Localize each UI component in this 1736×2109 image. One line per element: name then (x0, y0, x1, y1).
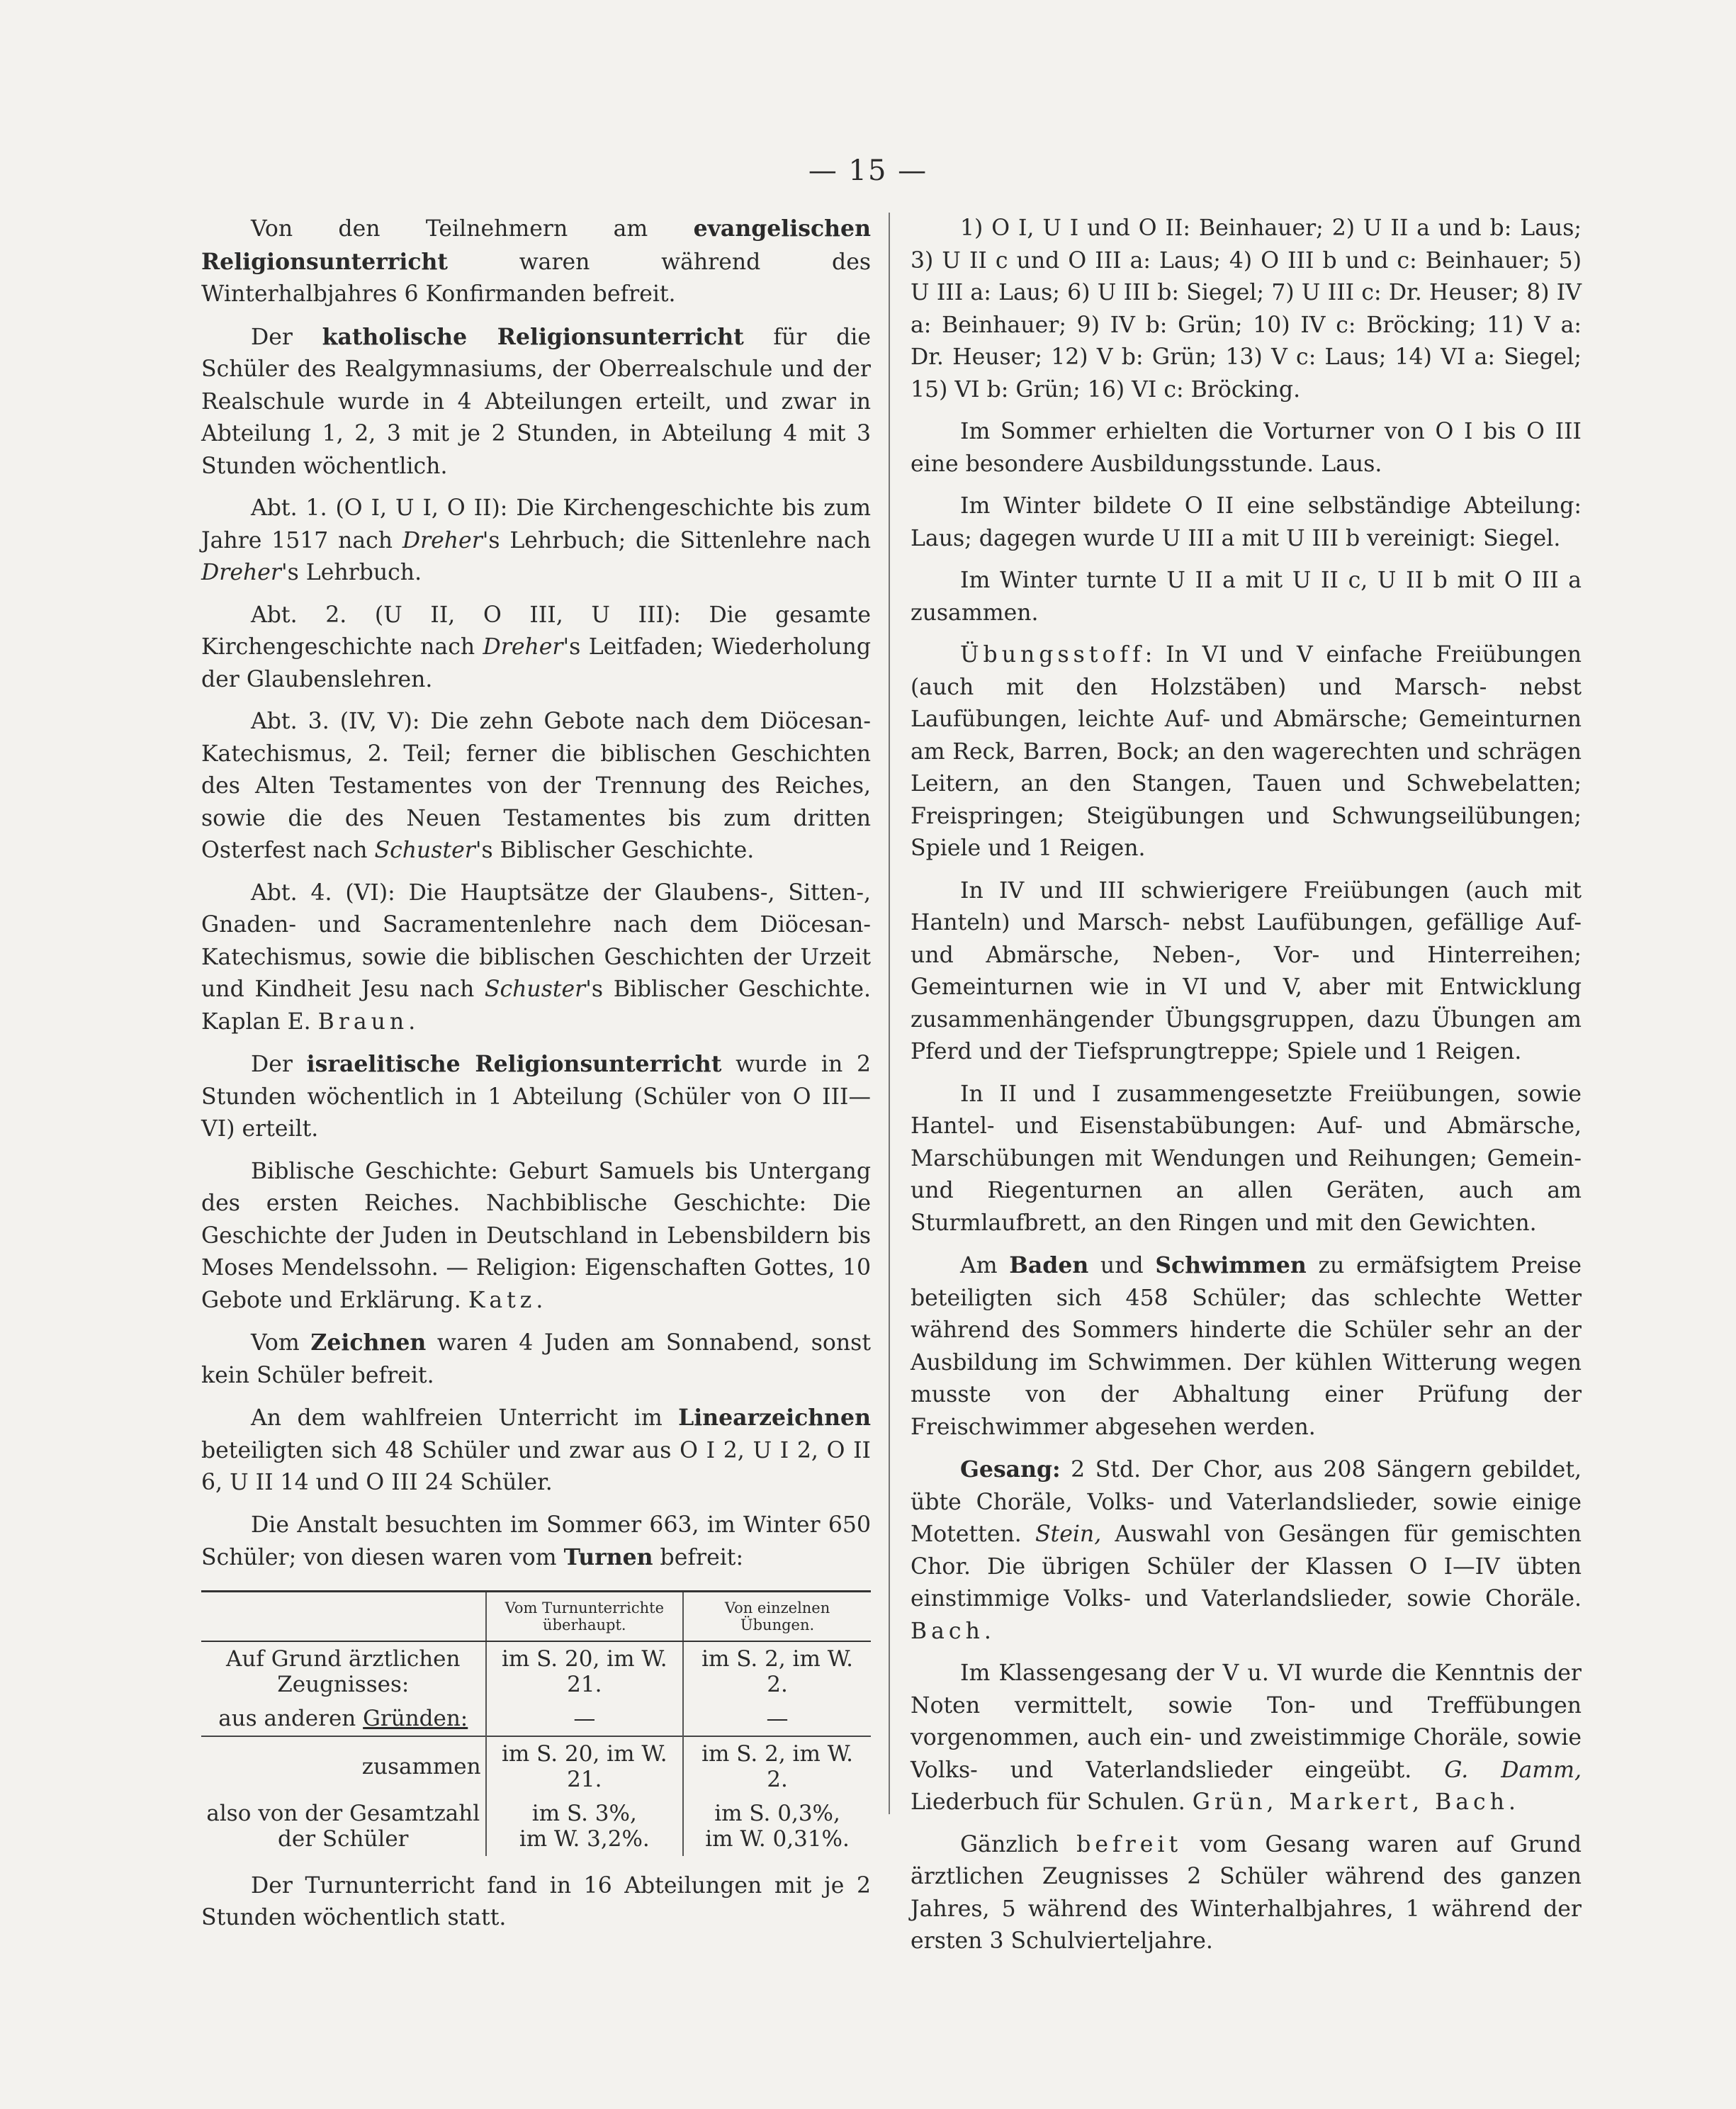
paragraph-abteilungen-lehrer: 1) O I, U I und O II: Beinhauer; 2) U II a und b: Laus; 3) U II c und O III a: Laus; 4) O III b und c: Beinhauer; 5) U III a: Laus; 6) U III b: Siegel; 7) U III c: Dr. Heuser; 8) IV a: Beinhauer; 9) IV b: Grün; 10) IV c: Bröcking; 11) V a: Dr. Heuser; 12) V b: Grün; 13) V c: Laus; 14) VI a: Siegel; 15) VI b: Grün; 16) VI c: Bröcking. (911, 215, 1582, 403)
table-row (201, 1702, 871, 1736)
table-header-empty (201, 1591, 486, 1641)
turnen-befreiung-table (201, 1590, 871, 1856)
table-header-b: Von einzelnen Übungen. (683, 1591, 871, 1641)
table-row-label: zusammen (201, 1736, 486, 1796)
paragraph-biblische-geschichte: Biblische Geschichte: Geburt Samuels bis Untergang des ersten Reiches. Nachbiblische Geschichte: Die Geschichte der Juden in Deutschland in Lebensbildern bis Moses Mendelssohn. — Religion: Eigenschaften Gottes, 10 Gebote und Erklärung. Katz. (201, 1158, 871, 1313)
paragraph-turnunterricht: Der Turnunterricht fand in 16 Abteilungen mit je 2 Stunden wöchentlich statt. (201, 1872, 871, 1930)
paragraph-uebungsstoff: Übungsstoff: In VI und V einfache Freiübungen (auch mit den Holzstäben) und Marsch- nebst Laufübungen, leichte Auf- und Abmärsche; Gemeinturnen am Reck, Barren, Bock; an den wagerechten und schrägen Leitern, an den Stangen, Tauen und Schwebelatten; Freispringen; Steigübungen und Schwungseilübungen; Spiele und 1 Reigen. (911, 642, 1582, 861)
column-divider (889, 213, 890, 1814)
table-cell: im S. 2, im W. 2. (683, 1736, 871, 1796)
paragraph-abt-4: Abt. 4. (VI): Die Hauptsätze der Glaubens-, Sitten-, Gnaden- und Sacramentenlehre nach dem Diöcesan-Katechismus, sowie die biblischen Geschichten der Urzeit und Kindheit Jesu nach Schuster's Biblischer Geschichte. Kaplan E. Braun. (201, 879, 871, 1035)
paragraph-winter-abteilung: Im Winter bildete O II eine selbständige Abteilung: Laus; dagegen wurde U III a mit U III b vereinigt: Siegel. (911, 493, 1582, 551)
table-header-a: Vom Turnunterrichte überhaupt. (486, 1591, 684, 1641)
paragraph-vorturner: Im Sommer erhielten die Vorturner von O I bis O III eine besondere Ausbildungsstunde. Laus. (911, 419, 1582, 477)
table-row (201, 1641, 871, 1702)
paragraph-abt-2: Abt. 2. (U II, O III, U III): Die gesamte Kirchengeschichte nach Dreher's Leitfaden; Wiederholung der Glaubenslehren. (201, 602, 871, 692)
paragraph-iv-iii: In IV und III schwierigere Freiübungen (auch mit Hanteln) und Marsch- nebst Laufübungen, gefällige Auf- und Abmärsche, Neben-, Vor- und Hinterreihen; Gemeinturnen wie in VI und V, aber mit Entwicklung zusammenhängender Übungsgruppen, dazu Übungen am Pferd und der Tiefsprungtreppe; Spiele und 1 Reigen. (911, 877, 1582, 1064)
table-cell: im S. 2, im W. 2. (683, 1641, 871, 1702)
table-cell: — (683, 1702, 871, 1736)
paragraph-gesang: Gesang: 2 Std. Der Chor, aus 208 Sängern gebildet, übte Choräle, Volks- und Vaterlandslieder, sowie einige Motetten. Stein, Auswahl von Gesängen für gemischten Chor. Die übrigen Schüler der Klassen O I—IV übten einstimmige Volks- und Vaterlandslieder, sowie Choräle. Bach. (911, 1456, 1582, 1644)
table-cell: — (486, 1702, 684, 1736)
paragraph-zeichnen: Vom Zeichnen waren 4 Juden am Sonnabend, sonst kein Schüler befreit. (201, 1329, 871, 1388)
table-cell: im S. 20, im W. 21. (486, 1736, 684, 1796)
paragraph-katholisch: Der katholische Religionsunterricht für die Schüler des Realgymnasiums, der Oberrealschule und der Realschule wurde in 4 Abteilungen erteilt, und zwar in Abteilung 1, 2, 3 mit je 2 Stunden, in Abteilung 4 mit 3 Stunden wöchentlich. (201, 323, 871, 479)
page-number: — 15 — (808, 154, 928, 187)
table-cell: im S. 20, im W. 21. (486, 1641, 684, 1702)
paragraph-befreit-gesang: Gänzlich befreit vom Gesang waren auf Grund ärztlichen Zeugnisses 2 Schüler während des ganzen Jahres, 5 während des Winterhalbjahres, 1 während der ersten 3 Schulvierteljahre. (911, 1831, 1582, 1954)
paragraph-klassengesang: Im Klassengesang der V u. VI wurde die Kenntnis der Noten vermittelt, sowie Ton- und Treffübungen vorgenommen, auch ein- und zweistimmige Choräle, sowie Volks- und Vaterlandslieder eingeübt. G. Damm, Liederbuch für Schulen. Grün, Markert, Bach. (911, 1660, 1582, 1815)
table-row-label: also von der Gesamtzahl der Schüler (206, 1800, 480, 1852)
paragraph-abt-1: Abt. 1. (O I, U I, O II): Die Kirchengeschichte bis zum Jahre 1517 nach Dreher's Lehrbuch; die Sittenlehre nach Dreher's Lehrbuch. (201, 495, 871, 585)
paragraph-baden-schwimmen: Am Baden und Schwimmen zu ermäfsigtem Preise beteiligten sich 458 Schüler; das schlechte Wetter während des Sommers hinderte die Schüler sehr an der Ausbildung im Schwimmen. Der kühlen Witterung wegen musste von der Abhaltung einer Prüfung der Freischwimmer abgesehen werden. (911, 1252, 1582, 1440)
right-column (911, 213, 1582, 1968)
paragraph-israelitisch: Der israelitische Religionsunterricht wurde in 2 Stunden wöchentlich in 1 Abteilung (Schüler von O III—VI) erteilt. (201, 1051, 872, 1142)
paragraph-linearzeichnen: An dem wahlfreien Unterricht im Linearzeichnen beteiligten sich 48 Schüler und zwar aus O I 2, U I 2, O II 6, U II 14 und O III 24 Schüler. (201, 1405, 871, 1495)
paragraph-abt-3: Abt. 3. (IV, V): Die zehn Gebote nach dem Diöcesan-Katechismus, 2. Teil; ferner die biblischen Geschichten des Alten Testamentes von der Trennung des Reiches, sowie die des Neuen Testamentes bis zum dritten Osterfest nach Schuster's Biblischer Geschichte. (201, 709, 871, 863)
table-row-label: Auf Grund ärztlichen Zeugnisses: (226, 1646, 461, 1697)
paragraph-evangelisch: Von den Teilnehmern am evangelischen Religionsunterricht waren während des Winterhalbjahres 6 Konfirmanden befreit. (201, 215, 871, 307)
table-cell: im S. 0,3%, im W. 0,31%. (683, 1796, 871, 1856)
left-column (201, 213, 871, 1945)
table-header-row (201, 1591, 871, 1641)
table-row-label: aus anderen Gründen: (218, 1705, 468, 1731)
paragraph-winter-zusammen: Im Winter turnte U II a mit U II c, U II b mit O III a zusammen. (911, 568, 1582, 626)
table-cell: im S. 3%, im W. 3,2%. (486, 1796, 684, 1856)
table-row (201, 1796, 871, 1856)
table-row-sum (201, 1736, 871, 1796)
paragraph-turnen: Die Anstalt besuchten im Sommer 663, im Winter 650 Schüler; von diesen waren vom Turnen befreit: (201, 1512, 871, 1570)
paragraph-ii-i: In II und I zusammengesetzte Freiübungen, sowie Hantel- und Eisenstabübungen: Auf- und Abmärsche, Marschübungen mit Wendungen und Reihungen; Gemein- und Riegenturnen an allen Geräten, auch am Sturmlaufbrett, an den Ringen und mit den Gewichten. (911, 1081, 1582, 1236)
